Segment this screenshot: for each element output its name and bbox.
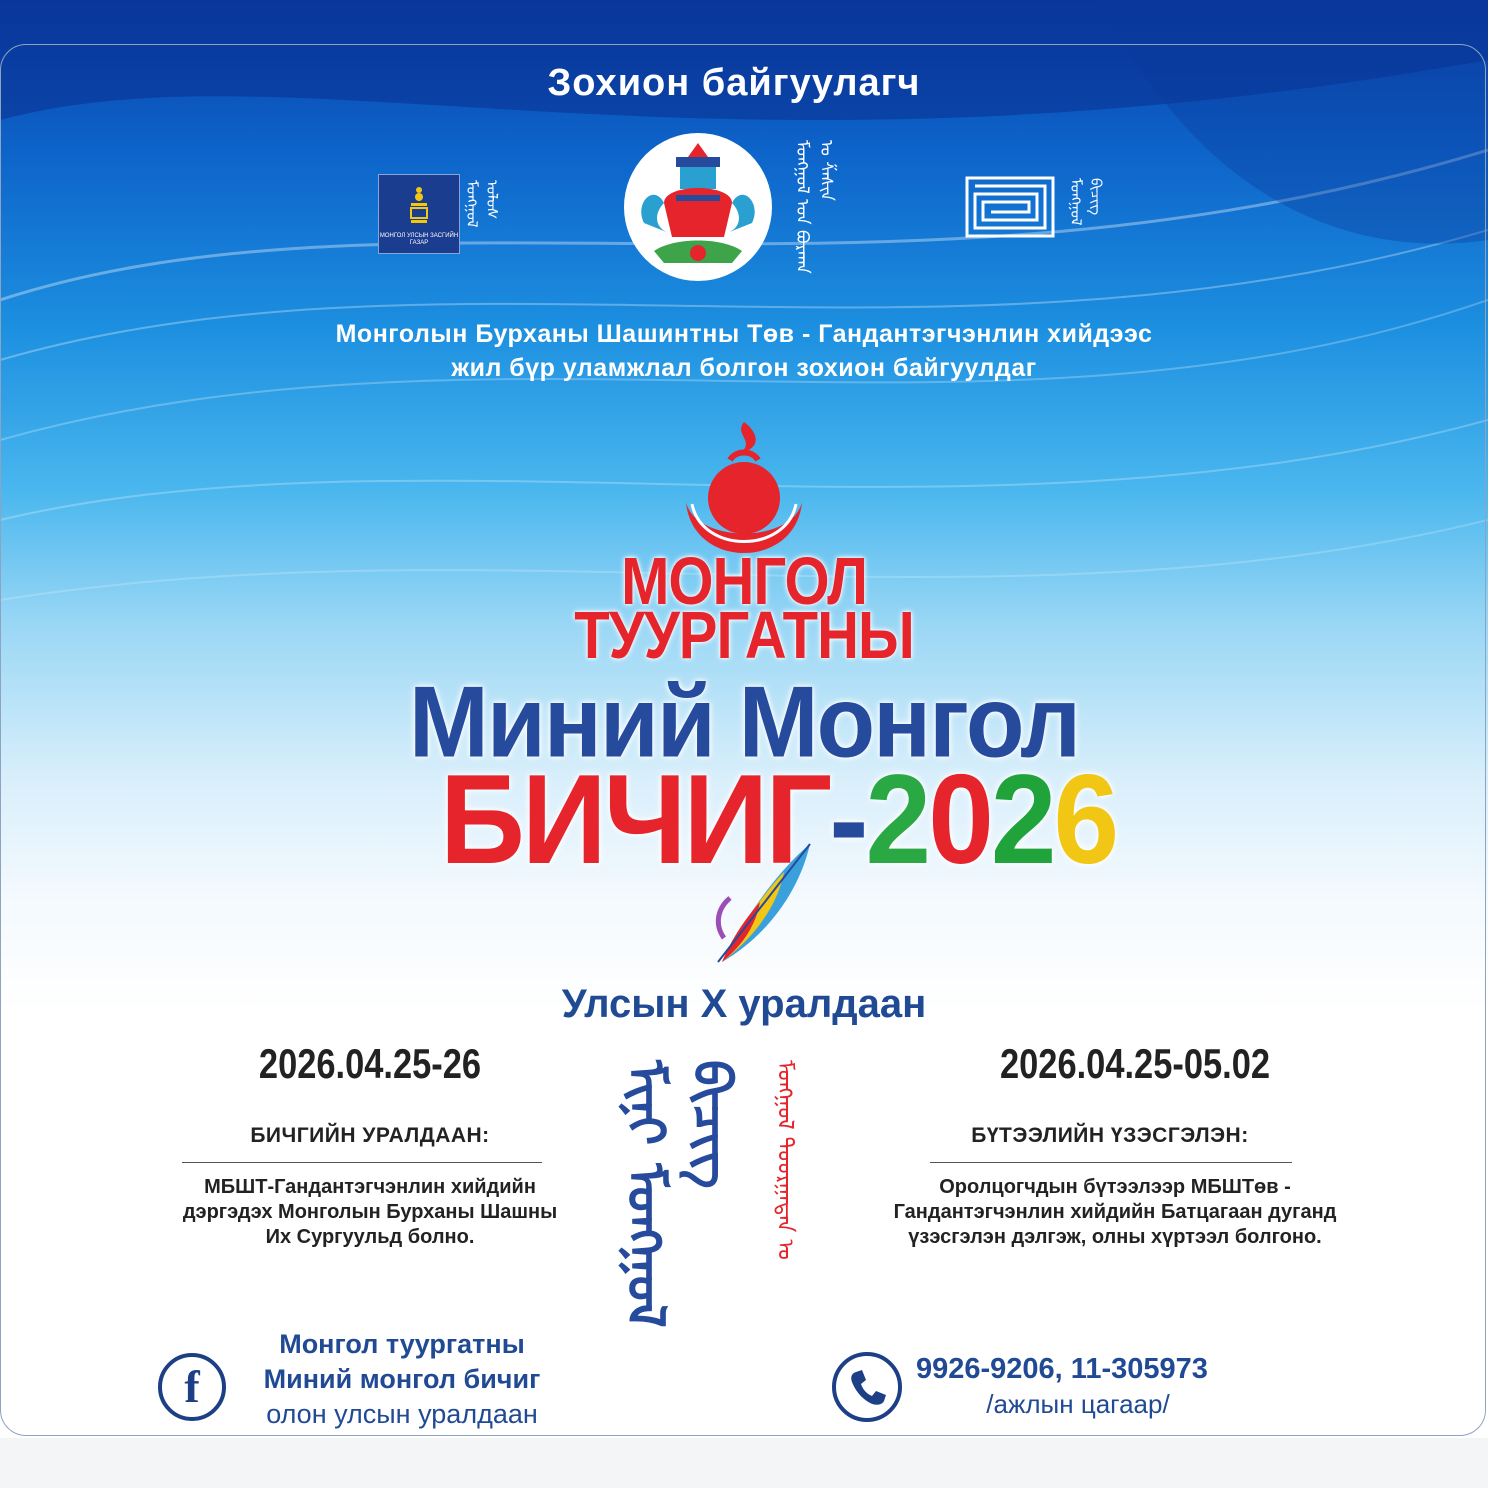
writing-contest-description [140,1175,600,1250]
exhibition-description [840,1175,1390,1250]
mongol-script-monastery-name: ᠮᠣᠩᠭᠣᠯ ᠤᠨ ᠪᠤᠷᠬᠠᠨ ᠤ ᠱᠠᠰᠢᠨ [792,140,836,274]
facebook-line: Миний монгол бичиг [263,1364,541,1394]
year-digit: 2 [865,748,929,892]
writing-contest-heading: БИЧГИЙН УРАЛДААН: [250,1124,490,1147]
title-line-tuurgatny: ТУУРГАТНЫ [574,598,914,673]
description-line: дэргэдэх Монголын Бурханы Шашны [182,1201,558,1223]
soyombo-icon [405,185,433,225]
organizer-description-line1: Монголын Бурханы Шашинтны Төв - Гандантэгчэнлин хийдээс [335,320,1153,348]
divider [930,1162,1292,1163]
phone-icon[interactable] [832,1352,902,1422]
contact-phone-numbers[interactable]: 9926-9206, 11-305973 [916,1353,1208,1385]
competition-round-label: Улсын Х уралдаан [561,982,927,1026]
mongol-script-caption: ᠮᠣᠩᠭᠣᠯ ᠤᠯᠤᠰ [463,180,501,228]
title-line-minii-mongol: Миний Монгол [408,666,1080,779]
year-digit: 6 [1053,748,1117,892]
description-line: МБШТ-Гандантэгчэнлин хийдийн [204,1176,536,1198]
government-logo-label: МОНГОЛ УЛСЫН ЗАСГИЙН ГАЗАР [379,233,459,246]
mongol-script-title: ᠮᠢᠨᠢ ᠮᠣᠩᠭᠣᠯ ᠪᠢᠴᠢᠭ [615,1060,741,1328]
exhibition-heading: БҮТЭЭЛИЙН ҮЗЭСГЭЛЭН: [971,1124,1249,1147]
exhibition-date: 2026.04.25-05.02 [999,1040,1271,1087]
phone-glyph [836,1356,898,1418]
description-line: Гандантэгчэнлин хийдийн Батцагаан дуганд [893,1201,1337,1223]
facebook-icon[interactable]: f [158,1353,226,1421]
divider [182,1162,542,1163]
description-line: Оролцогчдын бүтээлээр МБШТөв - [939,1176,1291,1198]
title-word-bichig: БИЧИГ [440,748,830,892]
facebook-line: Монгол туургатны [279,1329,525,1359]
facebook-line: олон улсын уралдаан [266,1399,538,1429]
government-logo [378,174,460,254]
year-digit: 0 [928,748,991,892]
monastery-emblem-icon [624,133,772,281]
title-line-mongol: МОНГОЛ [621,544,867,619]
feather-quill-icon [700,838,820,968]
description-line: үзэсгэлэн дэлгэж, олны хүртээл болгоно. [908,1226,1322,1248]
organizer-title: Зохион байгуулагч [547,62,921,104]
maze-pattern-logo [965,176,1055,238]
year-digit: 2 [990,748,1054,892]
mongol-script-subtitle: ᠮᠣᠩᠭᠣᠯ ᠲᠤᠤᠷᠭᠠᠲᠠᠨ ᠤ [772,1060,797,1260]
title-dash: - [829,748,866,892]
mongol-script-caption-right: ᠮᠣᠩᠭᠣᠯ ᠪᠢᠴᠢᠭ [1067,178,1105,226]
description-line: Их Сургуульд болно. [265,1226,475,1248]
writing-contest-date: 2026.04.25-26 [258,1040,482,1087]
organizer-description-line2: жил бүр уламжлал болгон зохион байгуулдаг [451,354,1037,382]
contact-hours-note: /ажлын цагаар/ [986,1389,1170,1419]
bottom-margin [0,1438,1488,1488]
gandan-monastery-logo [624,133,772,281]
facebook-page-name[interactable] [232,1327,572,1432]
